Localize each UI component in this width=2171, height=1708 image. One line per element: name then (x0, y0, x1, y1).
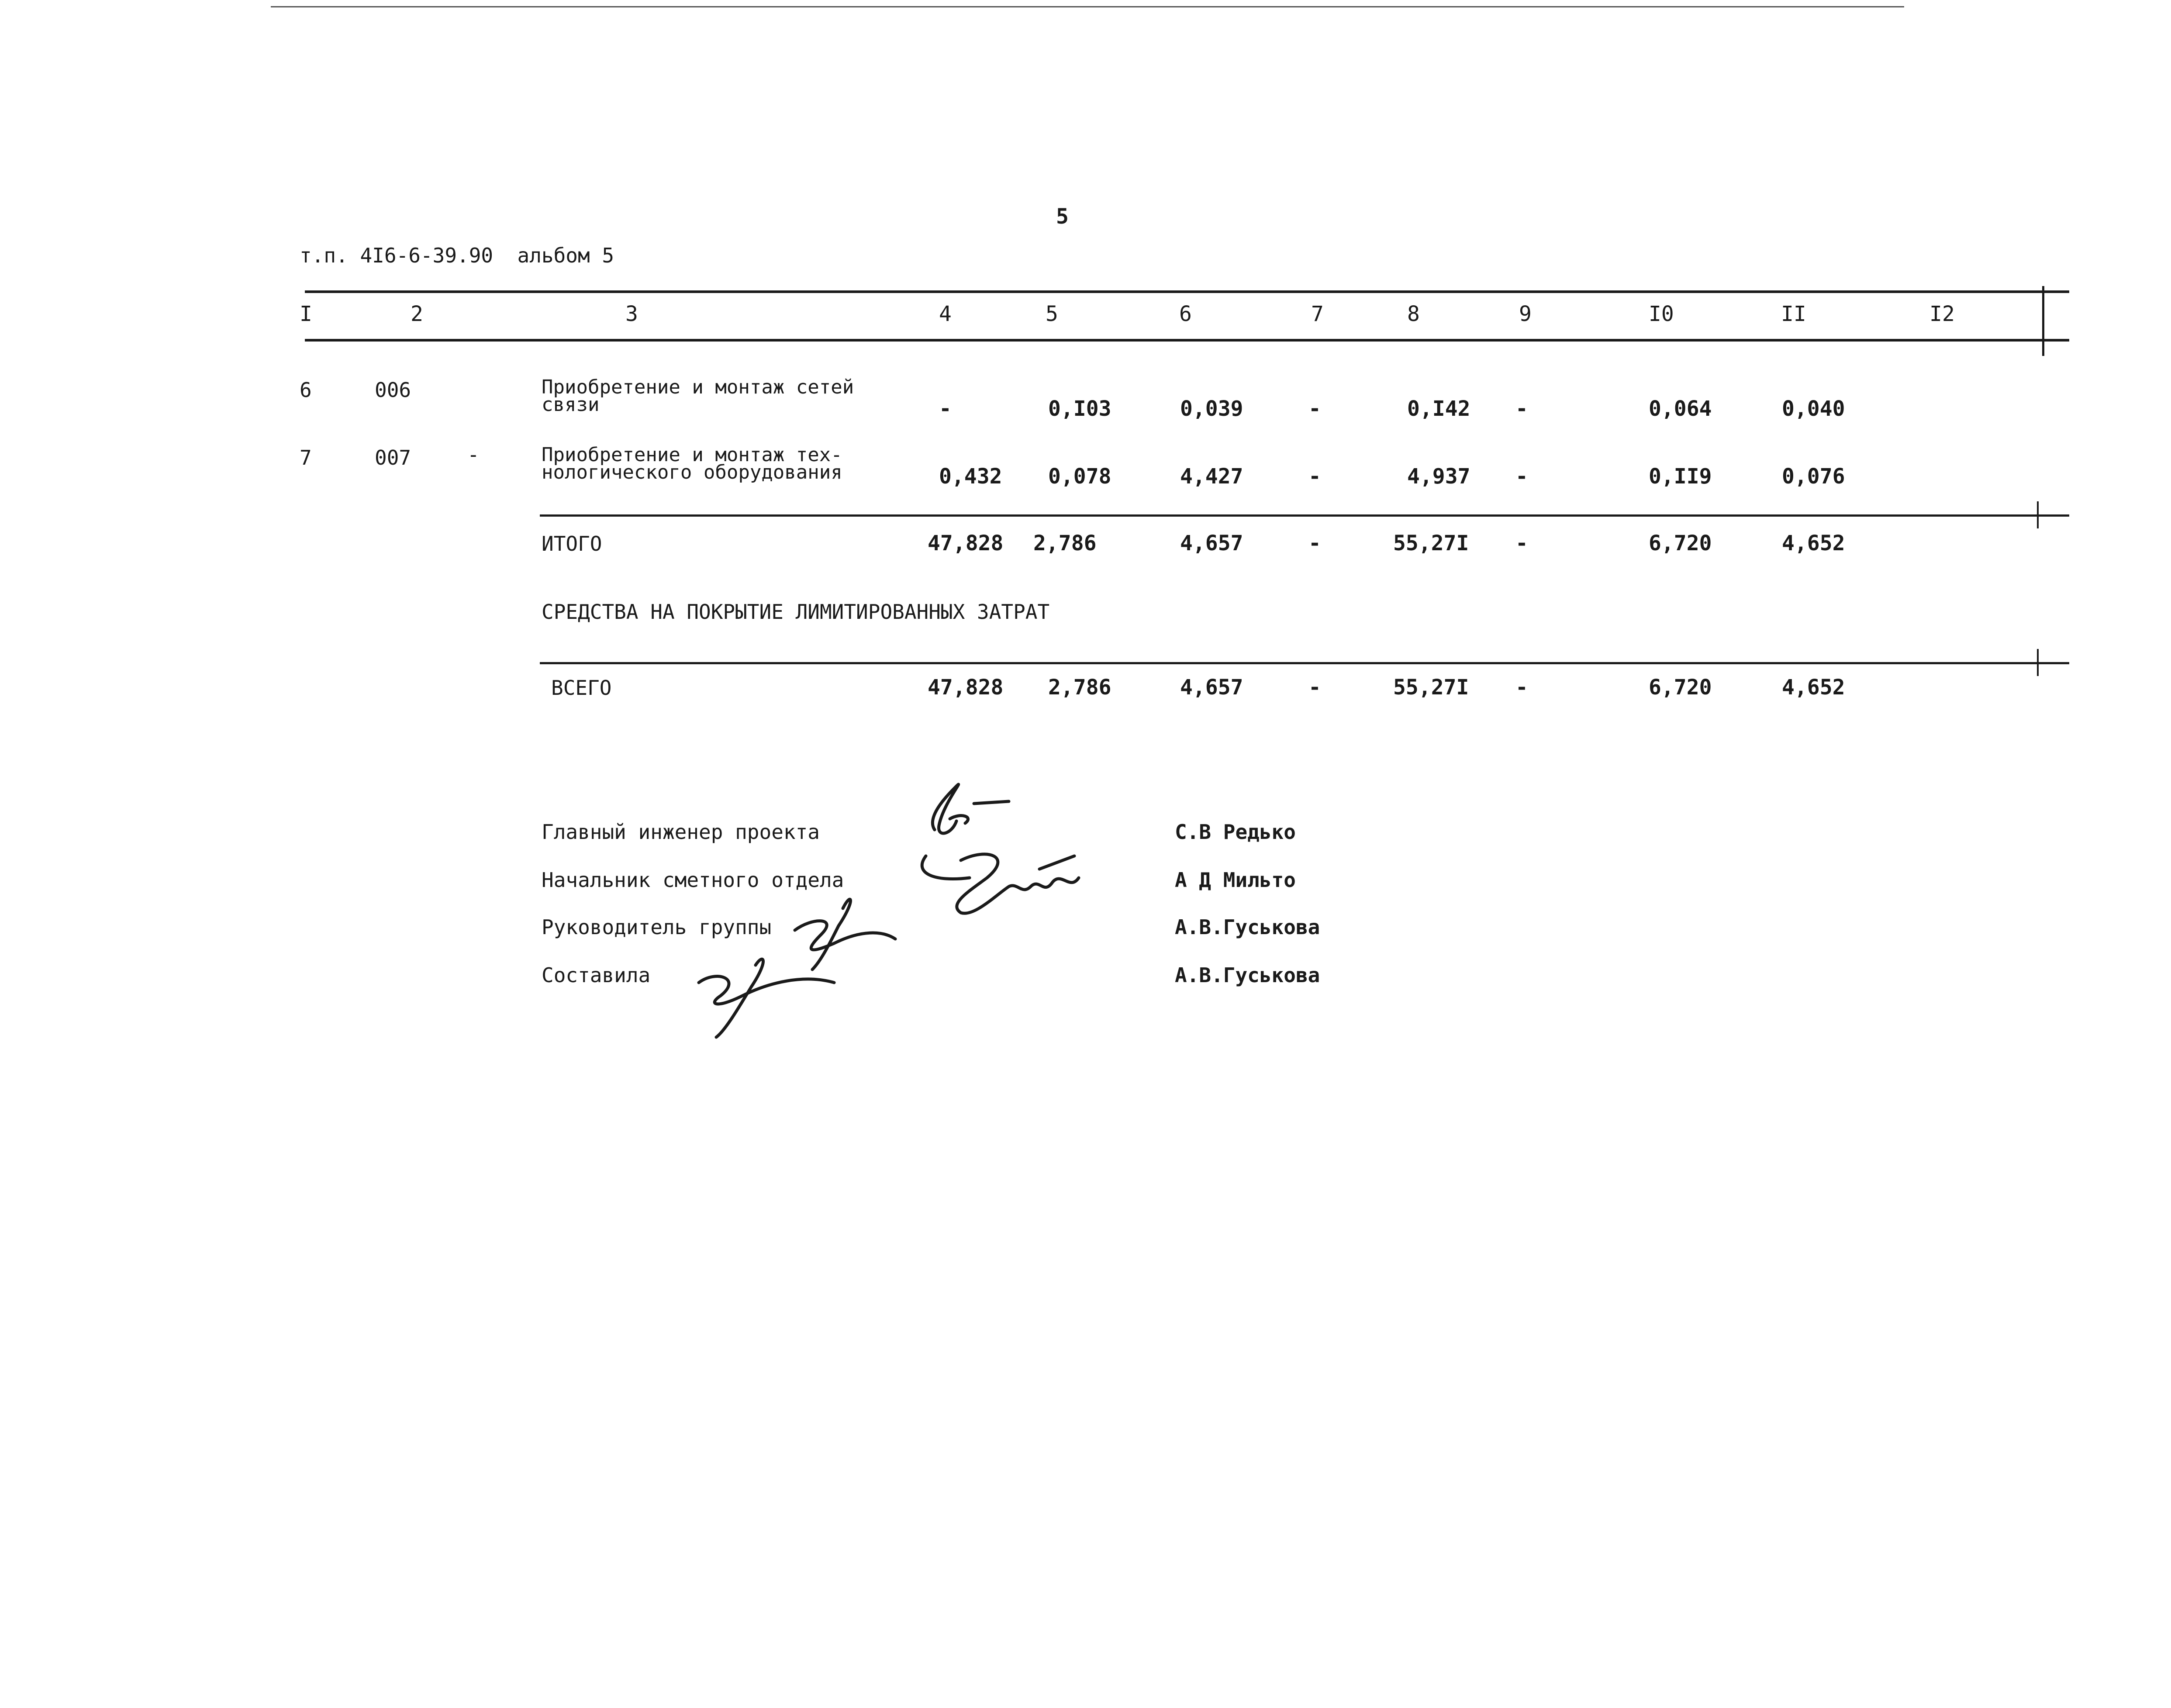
row-code: 007 (375, 446, 411, 469)
row-description-line1: Приобретение и монтаж тех- (542, 444, 842, 466)
total-col6: 4,657 (1180, 675, 1243, 700)
subtotal-label: ИТОГО (542, 532, 602, 556)
cell-col4: 0,432 (939, 464, 1002, 489)
subtotal-col5: 2,786 (1033, 531, 1097, 556)
subtotal-col8: 55,27I (1393, 531, 1469, 556)
column-header: II (1781, 302, 1806, 326)
table-right-border (2042, 286, 2044, 356)
total-col4: 47,828 (928, 675, 1004, 700)
cell-col4: - (939, 397, 952, 421)
page-number: 5 (1056, 204, 1069, 229)
signature-role: Главный инженер проекта (542, 820, 820, 844)
column-header: 9 (1519, 302, 1532, 326)
cell-col6: 4,427 (1180, 464, 1243, 489)
table-top-rule (305, 290, 2069, 293)
row-number: 7 (300, 446, 312, 469)
document-reference: т.п. 4I6-6-39.90 альбом 5 (300, 244, 614, 267)
signature-name: А Д Мильто (1175, 868, 1296, 892)
handwritten-signature-compiler (690, 939, 856, 1044)
subtotal-col10: 6,720 (1649, 531, 1712, 556)
cell-col11: 0,076 (1782, 464, 1845, 489)
total-label: ВСЕГО (551, 676, 612, 700)
cell-col9: - (1515, 397, 1528, 421)
cell-col5: 0,078 (1048, 464, 1111, 489)
cell-col8: 4,937 (1407, 464, 1470, 489)
subtotal-col9: - (1515, 531, 1528, 556)
total-col10: 6,720 (1649, 675, 1712, 700)
total-col5: 2,786 (1048, 675, 1111, 700)
subtotal-rule (540, 514, 2069, 517)
signature-role: Составила (542, 963, 651, 987)
handwritten-signature-estimate-head (908, 830, 1109, 943)
total-rule-tick (2037, 649, 2039, 676)
limited-costs-label: СРЕДСТВА НА ПОКРЫТИЕ ЛИМИТИРОВАННЫХ ЗАТРАТ (542, 600, 1050, 624)
cell-col10: 0,064 (1649, 397, 1712, 421)
column-header: 8 (1407, 302, 1420, 326)
cell-col7: - (1308, 397, 1321, 421)
total-col11: 4,652 (1782, 675, 1845, 700)
row-code: 006 (375, 378, 411, 402)
cell-col9: - (1515, 464, 1528, 489)
subtotal-rule-tick (2037, 501, 2039, 528)
column-header: 4 (939, 302, 952, 326)
top-edge-line (271, 6, 1904, 7)
total-col8: 55,27I (1393, 675, 1469, 700)
column-header: I0 (1649, 302, 1674, 326)
total-col9: - (1515, 675, 1528, 700)
column-header: 5 (1046, 302, 1058, 326)
cell-col7: - (1308, 464, 1321, 489)
subtotal-col11: 4,652 (1782, 531, 1845, 556)
column-header: I (300, 302, 312, 326)
column-header: 6 (1179, 302, 1192, 326)
cell-col11: 0,040 (1782, 397, 1845, 421)
cell-col10: 0,II9 (1649, 464, 1712, 489)
table-header-bottom-rule (305, 339, 2069, 342)
row-description-line2: нологического оборудования (542, 461, 842, 483)
row-description-line1: Приобретение и монтаж сетей (542, 376, 854, 398)
signature-name: А.В.Гуськова (1175, 963, 1320, 987)
column-header: 7 (1311, 302, 1324, 326)
signature-role: Руководитель группы (542, 915, 772, 939)
subtotal-col6: 4,657 (1180, 531, 1243, 556)
cell-col6: 0,039 (1180, 397, 1243, 421)
cell-col5: 0,I03 (1048, 397, 1111, 421)
row-number: 6 (300, 378, 312, 402)
subtotal-col4: 47,828 (928, 531, 1004, 556)
column-header: 3 (625, 302, 638, 326)
column-header: I2 (1929, 302, 1955, 326)
cell-col8: 0,I42 (1407, 397, 1470, 421)
signature-name: С.В Редько (1175, 820, 1296, 844)
row-description-line2: связи (542, 393, 600, 416)
subtotal-col7: - (1308, 531, 1321, 556)
signature-name: А.В.Гуськова (1175, 915, 1320, 939)
total-col7: - (1308, 675, 1321, 700)
total-rule (540, 662, 2069, 664)
signature-role: Начальник сметного отдела (542, 868, 844, 892)
stray-dash-mark: - (467, 443, 480, 466)
column-header: 2 (411, 302, 423, 326)
